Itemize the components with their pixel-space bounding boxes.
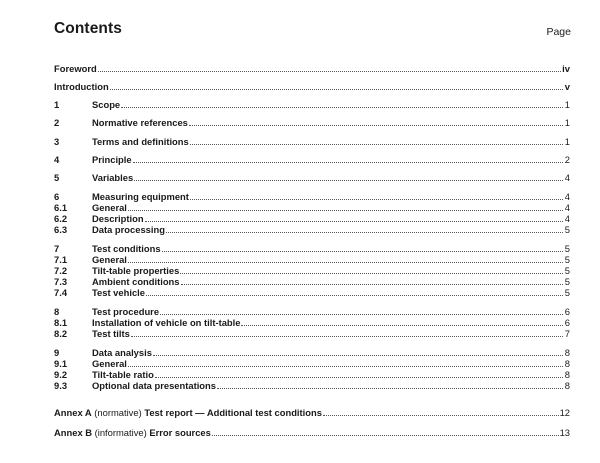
toc-entry-number: 6.2 <box>54 213 68 224</box>
toc-entry-number: 8.2 <box>54 328 68 339</box>
toc-entry-page: 8 <box>564 358 570 369</box>
toc-entry-number: 3 <box>54 136 60 147</box>
leader-dots <box>133 154 563 163</box>
toc-entry-number: 9.2 <box>54 369 68 380</box>
annex-title: Error sources <box>149 427 211 438</box>
leader-dots <box>98 63 561 72</box>
toc-entry-page: 5 <box>564 254 570 265</box>
leader-dots <box>217 380 563 389</box>
toc-entry-page: v <box>564 81 570 92</box>
page-column-label: Page <box>546 26 571 38</box>
leader-dots <box>153 347 563 356</box>
toc-entry-page: 6 <box>564 317 570 328</box>
toc-entry-label: Test conditions <box>92 243 161 254</box>
toc-entry-annex-b[interactable] <box>54 427 570 439</box>
toc-entry-page: 5 <box>564 265 570 276</box>
toc-entry[interactable] <box>54 224 570 236</box>
toc-entry-label: Introduction <box>54 81 109 92</box>
toc-entry-label: Data processing <box>92 224 165 235</box>
toc-entry-page: 8 <box>564 380 570 391</box>
toc-entry-page: 5 <box>564 224 570 235</box>
toc-entry-label: Description <box>92 213 144 224</box>
leader-dots <box>145 213 563 222</box>
toc-entry-page: 7 <box>564 328 570 339</box>
toc-entry-label: Test procedure <box>92 306 160 317</box>
toc-entry-page: 5 <box>564 243 570 254</box>
toc-entry-number: 6 <box>54 191 60 202</box>
leader-dots <box>180 265 563 274</box>
toc-entry-page: 1 <box>564 99 570 110</box>
toc-entry-label: Test tilts <box>92 328 130 339</box>
toc-entry-number: 5 <box>54 172 60 183</box>
leader-dots <box>146 287 563 296</box>
toc-entry-number: 1 <box>54 99 60 110</box>
toc-entry[interactable] <box>54 154 570 166</box>
toc-entry[interactable] <box>54 99 570 111</box>
annex-title: Test report — Additional test conditions <box>144 407 322 418</box>
toc-entry-number: 6.1 <box>54 202 68 213</box>
toc-entry-page: 6 <box>564 306 570 317</box>
leader-dots <box>241 317 563 326</box>
toc-entry-number: 8 <box>54 306 60 317</box>
toc-entry-page: 1 <box>564 136 570 147</box>
toc-entry-label: Measuring equipment <box>92 191 189 202</box>
annex-heading <box>54 407 322 419</box>
toc-entry-number: 2 <box>54 117 60 128</box>
toc-entry-label: Foreword <box>54 63 97 74</box>
leader-dots <box>166 224 563 233</box>
toc-entry-label: Tilt-table properties <box>92 265 180 276</box>
toc-entry[interactable] <box>54 117 570 129</box>
toc-entry-page: 13 <box>559 427 570 438</box>
leader-dots <box>134 172 563 181</box>
toc-entry[interactable] <box>54 172 570 184</box>
toc-entry-page: iv <box>562 63 570 74</box>
toc-entry[interactable] <box>54 380 570 392</box>
toc-entry-page: 5 <box>564 287 570 298</box>
toc-entry-label: Principle <box>92 154 132 165</box>
toc-entry-page: 8 <box>564 369 570 380</box>
leader-dots <box>128 202 563 211</box>
leader-dots <box>110 81 563 90</box>
toc-entry-label: General <box>92 202 127 213</box>
toc-entry-label: General <box>92 358 127 369</box>
toc-entry-label: Data analysis <box>92 347 152 358</box>
annex-heading <box>54 427 211 439</box>
toc-entry-label: Variables <box>92 172 134 183</box>
toc-entry-number: 9 <box>54 347 60 358</box>
toc-entry-page: 2 <box>564 154 570 165</box>
toc-entry[interactable] <box>54 328 570 340</box>
toc-entry-page: 4 <box>564 191 570 202</box>
page-title: Contents <box>54 20 122 37</box>
toc-entry-foreword[interactable] <box>54 63 570 75</box>
toc-entry-label: Installation of vehicle on tilt-table <box>92 317 241 328</box>
toc-entry-label: Tilt-table ratio <box>92 369 154 380</box>
toc-entry-page: 4 <box>564 172 570 183</box>
toc-entry-label: Ambient conditions <box>92 276 180 287</box>
annex-prefix: Annex B <box>54 427 93 438</box>
leader-dots <box>181 276 564 285</box>
toc-entry-page: 4 <box>564 213 570 224</box>
toc-entry-number: 7.4 <box>54 287 68 298</box>
toc-entry-label: Optional data presentations <box>92 380 216 391</box>
leader-dots <box>212 427 559 436</box>
leader-dots <box>128 254 563 263</box>
toc-entry-number: 9.3 <box>54 380 68 391</box>
annex-prefix: Annex A <box>54 407 92 418</box>
toc-entry-label: Normative references <box>92 117 188 128</box>
toc-entry[interactable] <box>54 136 570 148</box>
toc-entry-number: 7 <box>54 243 60 254</box>
toc-entry-number: 7.1 <box>54 254 68 265</box>
leader-dots <box>189 117 563 126</box>
toc-entry-introduction[interactable] <box>54 81 570 93</box>
leader-dots <box>190 191 563 200</box>
toc-entry-page: 1 <box>564 117 570 128</box>
toc-entry-number: 4 <box>54 154 60 165</box>
leader-dots <box>190 136 563 145</box>
toc-entry-number: 9.1 <box>54 358 68 369</box>
toc-entry[interactable] <box>54 287 570 299</box>
toc-entry-label: Scope <box>92 99 121 110</box>
toc-entry-label: Terms and definitions <box>92 136 189 147</box>
toc-entry-label: General <box>92 254 127 265</box>
toc-entry-number: 7.3 <box>54 276 68 287</box>
toc-entry-number: 6.3 <box>54 224 68 235</box>
leader-dots <box>131 328 563 337</box>
leader-dots <box>323 407 559 416</box>
annex-kind: (informative) <box>94 427 147 438</box>
toc-entry-annex-a[interactable] <box>54 407 570 419</box>
leader-dots <box>128 358 563 367</box>
toc-entry-page: 4 <box>564 202 570 213</box>
toc-entry-page: 12 <box>559 407 570 418</box>
leader-dots <box>155 369 563 378</box>
toc-entry-page: 5 <box>564 276 570 287</box>
annex-kind: (normative) <box>94 407 142 418</box>
toc-entry-number: 8.1 <box>54 317 68 328</box>
leader-dots <box>121 99 563 108</box>
leader-dots <box>160 306 563 315</box>
toc-entry-number: 7.2 <box>54 265 68 276</box>
toc-entry-label: Test vehicle <box>92 287 145 298</box>
leader-dots <box>162 243 563 252</box>
toc-entry-page: 8 <box>564 347 570 358</box>
